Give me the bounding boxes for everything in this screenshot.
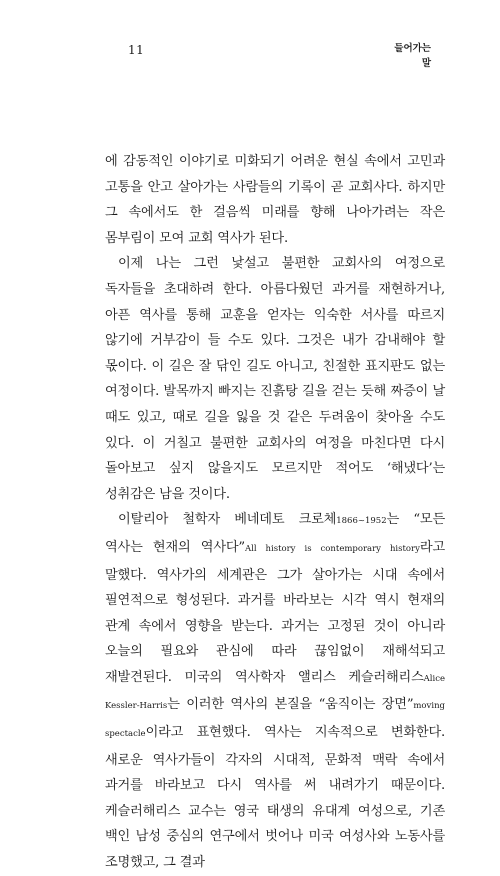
running-head	[394, 41, 431, 71]
paragraph-text: 에 감동적인 이야기로 미화되기 어려운 현실 속에서 고민과 고통을 안고 살아가는 사람들의 기록이 곧 교회사다. 하지만 그 속에서도 한 걸음씩 미래를 향해 나아가려는 작은 몸부림이 모여 교회 역사가 된다.	[105, 154, 445, 246]
paragraph-text: 는 “모든 역사는 현재의 역사다”	[105, 512, 445, 555]
running-head-line-1: 들어가는	[394, 43, 431, 54]
running-head-line-2: 말	[421, 58, 431, 69]
paragraph-text: 이탈리아 철학자 베네데토 크로체	[118, 512, 337, 528]
paragraph-text: 이제 나는 그런 낯설고 불편한 교회사의 여정으로 독자들을 초대하려 한다. 아름다웠던 과거를 재현하거나, 아픈 역사를 통해 교훈을 얻자는 익숙한 서사를 따르지 않기에 거부감이 들 수도 있다. 그것은 내가 감내해야 할 몫이다. 이 길은 잘 닦인 길도 아니고, 친절한 표지판도 없는 여정이다. 발목까지 빠지는 진흙탕 길을 걷는 듯해 짜증이 날 때도 있고, 때로 길을 잃을 것 같은 두려움이 찾아올 수도 있다. 이 거칠고 불편한 교회사의 여정을 마친다면 다시 돌아보고 싶지 않을지도 모르지만 적어도 ‘해냈다’는 성취감은 남을 것이다.	[105, 256, 445, 502]
gloss-english-term: moving spectacle	[105, 701, 445, 740]
paragraph-text: 는 이러한 역사의 본질을 “움직이는 장면”	[167, 697, 414, 713]
gloss-dates: 1866~1952	[336, 516, 387, 527]
gloss-english-quote: All history is contemporary history	[244, 543, 420, 554]
paragraph-1	[105, 149, 445, 251]
gloss-english-name: Alice Kessler-Harris	[105, 673, 445, 712]
paragraph-text: 라고 말했다. 역사가의 세계관은 그가 살아가는 시대 속에서 필연적으로 형성된다. 과거를 바라보는 시각 역시 현재의 관계 속에서 영향을 받는다. 과거는 고정된 것이 아니라 오늘의 필요와 관심에 따라 끊임없이 재해석되고 재발견된다. 미국의 역사학자 앨리스 케슬러해리스	[105, 539, 445, 685]
body-text	[105, 149, 445, 876]
paragraph-text: 이라고 표현했다. 역사는 지속적으로 변화한다. 새로운 역사가들이 각자의 시대적, 문화적 맥락 속에서 과거를 바라보고 다시 역사를 써 내려가기 때문이다. 케슬러해리스 교수는 영국 태생의 유대계 여성으로, 기존 백인 남성 중심의 연구에서 벗어나 미국 여성사와 노동사를 조명했고, 그 결과	[105, 725, 445, 871]
paragraph-3	[105, 507, 445, 875]
page-number: 11	[128, 43, 145, 57]
paragraph-2	[105, 251, 445, 507]
